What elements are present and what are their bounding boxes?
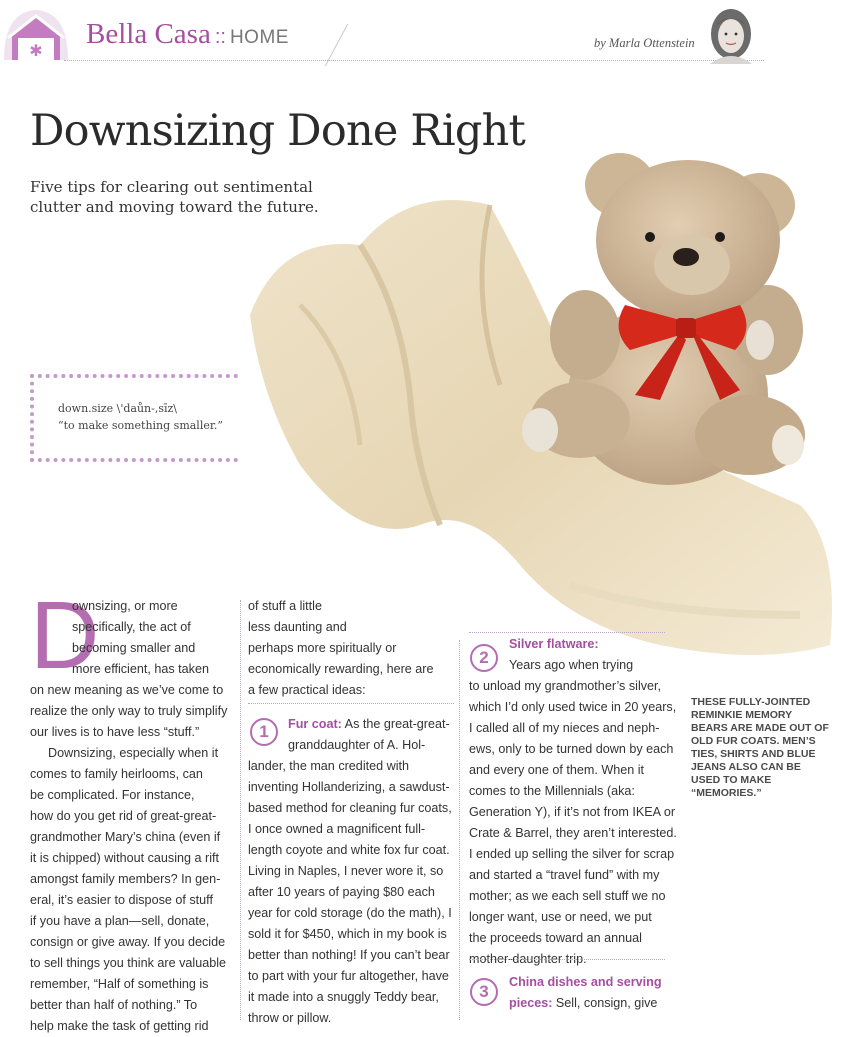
text-line: better than nothing! If you can’t bear	[248, 948, 450, 962]
text-line: a few practical ideas:	[248, 683, 366, 697]
author-portrait	[706, 4, 756, 64]
text-line: to part with your fur altogether, have	[248, 969, 449, 983]
text-line: inventing Hollanderizing, a sawdust-	[248, 780, 450, 794]
tip-3-number: 3	[470, 978, 498, 1006]
text-line: to sell things you think are valuable	[30, 956, 227, 970]
drop-cap: D	[30, 582, 100, 689]
text-line: I ended up selling the silver for scrap	[469, 847, 675, 861]
definition-text	[58, 400, 223, 434]
tip-3-second-line	[469, 993, 669, 1014]
tip-3-title-end: pieces:	[509, 996, 553, 1010]
tip-1	[248, 714, 458, 1029]
text-line: granddaughter of A. Hol-	[288, 738, 426, 752]
text-line: mother-daughter trip.	[469, 952, 587, 966]
text-line: comes to family heirlooms, can	[30, 767, 203, 781]
text-line: grandmother Mary’s china (even if	[30, 830, 221, 844]
subtitle-line: Five tips for clearing out sentimental	[30, 178, 313, 196]
text-line: consign or give away. If you decide	[30, 935, 226, 949]
brand-name: Bella Casa	[86, 18, 211, 50]
text-line: more efficient, has taken	[72, 662, 209, 676]
text-line: amongst family members? In gen-	[30, 872, 221, 886]
text-line: economically rewarding, here are	[248, 662, 434, 676]
brand-separator: ::	[214, 26, 226, 48]
article-title: Downsizing Done Right	[30, 106, 525, 156]
text-line: which I’d only used twice in 20 years,	[469, 700, 677, 714]
text-line: comes to the Millennials (aka:	[469, 784, 635, 798]
definition-border-top	[30, 374, 238, 378]
text-line: of stuff a little	[248, 599, 322, 613]
text-line: Years ago when trying	[509, 658, 634, 672]
text-line: perhaps more spiritually or	[248, 641, 397, 655]
text-line: eral, it’s easier to dispose of stuff	[30, 893, 213, 907]
text-line: if you have a plan—sell, donate,	[30, 914, 210, 928]
column-divider	[240, 600, 241, 1020]
byline: by Marla Ottenstein	[594, 36, 695, 50]
text-line: and started a “travel fund” with my	[469, 868, 660, 882]
text-line: it made into a snuggly Teddy bear,	[248, 990, 439, 1004]
text-line: based method for cleaning fur coats,	[248, 801, 452, 815]
text-line: to unload my grandmother’s silver,	[469, 679, 662, 693]
text-line: lander, the man credited with	[248, 759, 410, 773]
tip-2	[469, 634, 677, 970]
text-line: help make the task of getting rid	[30, 1019, 209, 1033]
tip-2-number: 2	[470, 644, 498, 672]
tip-3-text: Sell, consign, give	[552, 996, 658, 1010]
tip-divider	[469, 632, 665, 633]
tip-3-title-line	[469, 972, 669, 993]
text-line: I once owned a magnificent full-	[248, 822, 426, 836]
text-line: remember, “Half of something is	[30, 977, 209, 991]
text-line: longer want, use or need, we put	[469, 910, 652, 924]
text-line: it is chipped) without causing a rift	[30, 851, 219, 865]
text-line: ownsizing, or more	[72, 599, 178, 613]
text-line: after 10 years of paying $80 each	[248, 885, 435, 899]
tip-divider	[469, 959, 665, 960]
definition-meaning: “to make something smaller.”	[58, 419, 224, 432]
text-line: less daunting and	[248, 620, 347, 634]
text-line: be complicated. For instance,	[30, 788, 195, 802]
text-line: length coyote and white fox fur coat.	[248, 843, 450, 857]
text-line: mother; as we each sell stuff we no	[469, 889, 666, 903]
text-line: I called all of my nieces and neph-	[469, 721, 660, 735]
text-line: the proceeds toward an annual	[469, 931, 642, 945]
house-logo-icon	[2, 6, 70, 62]
text-line: becoming smaller and	[72, 641, 196, 655]
text-line: specifically, the act of	[72, 620, 191, 634]
text-line: realize the only way to truly simplify	[30, 704, 228, 718]
tip-divider	[248, 703, 454, 704]
header-rule	[64, 60, 764, 61]
text-line: Generation Y), if it’s not from IKEA or	[469, 805, 676, 819]
definition-border-left	[30, 374, 34, 462]
text-line: on new meaning as we’ve come to	[30, 683, 224, 697]
body-column-1	[30, 582, 234, 1037]
text-line: better than half of nothing.” To	[30, 998, 198, 1012]
definition-box	[30, 374, 238, 462]
tip-2-title-line	[469, 634, 669, 655]
tip-3-title: China dishes and serving	[509, 975, 662, 989]
text-line: Crate & Barrel, they aren’t interested.	[469, 826, 677, 840]
text-line: our lives is to have less “stuff.”	[30, 725, 200, 739]
definition-pronunciation: down.size \'daůn-,sīz\	[58, 402, 178, 415]
subtitle-line: clutter and moving toward the future.	[30, 198, 319, 216]
text-line: throw or pillow.	[248, 1011, 332, 1025]
text-line: Downsizing, especially when it	[48, 746, 219, 760]
tip-1-first-line-text: As the great-great-	[341, 717, 450, 731]
tip-1-first-line	[248, 714, 458, 735]
text-line: and every one of them. When it	[469, 763, 645, 777]
brand-title	[86, 18, 289, 51]
tip-3	[469, 972, 669, 1014]
tip-1-number: 1	[250, 718, 278, 746]
section-name: HOME	[229, 27, 289, 48]
definition-border-bottom	[30, 458, 238, 462]
photo-caption: THESE FULLY-JOINTED REMINKIE MEMORY BEARS ARE MADE OUT OF OLD FUR COATS. MEN’S TIES, SHIRTS AND BLUE JEANS ALSO CAN BE USED TO MAKE “MEMORIES.”	[691, 696, 829, 799]
body-column-2	[248, 596, 456, 701]
svg-text:✱: ✱	[29, 41, 43, 60]
column-divider	[459, 640, 460, 1020]
tip-1-title: Fur coat:	[288, 717, 342, 731]
text-line: ews, only to be turned down by each	[469, 742, 674, 756]
tip-2-title: Silver flatware:	[509, 637, 599, 651]
text-line: Living in Naples, I never wore it, so	[248, 864, 444, 878]
text-line: year for cold storage (do the math), I	[248, 906, 452, 920]
text-line: sold it for $450, which in my book is	[248, 927, 447, 941]
text-line: how do you get rid of great-great-	[30, 809, 217, 823]
